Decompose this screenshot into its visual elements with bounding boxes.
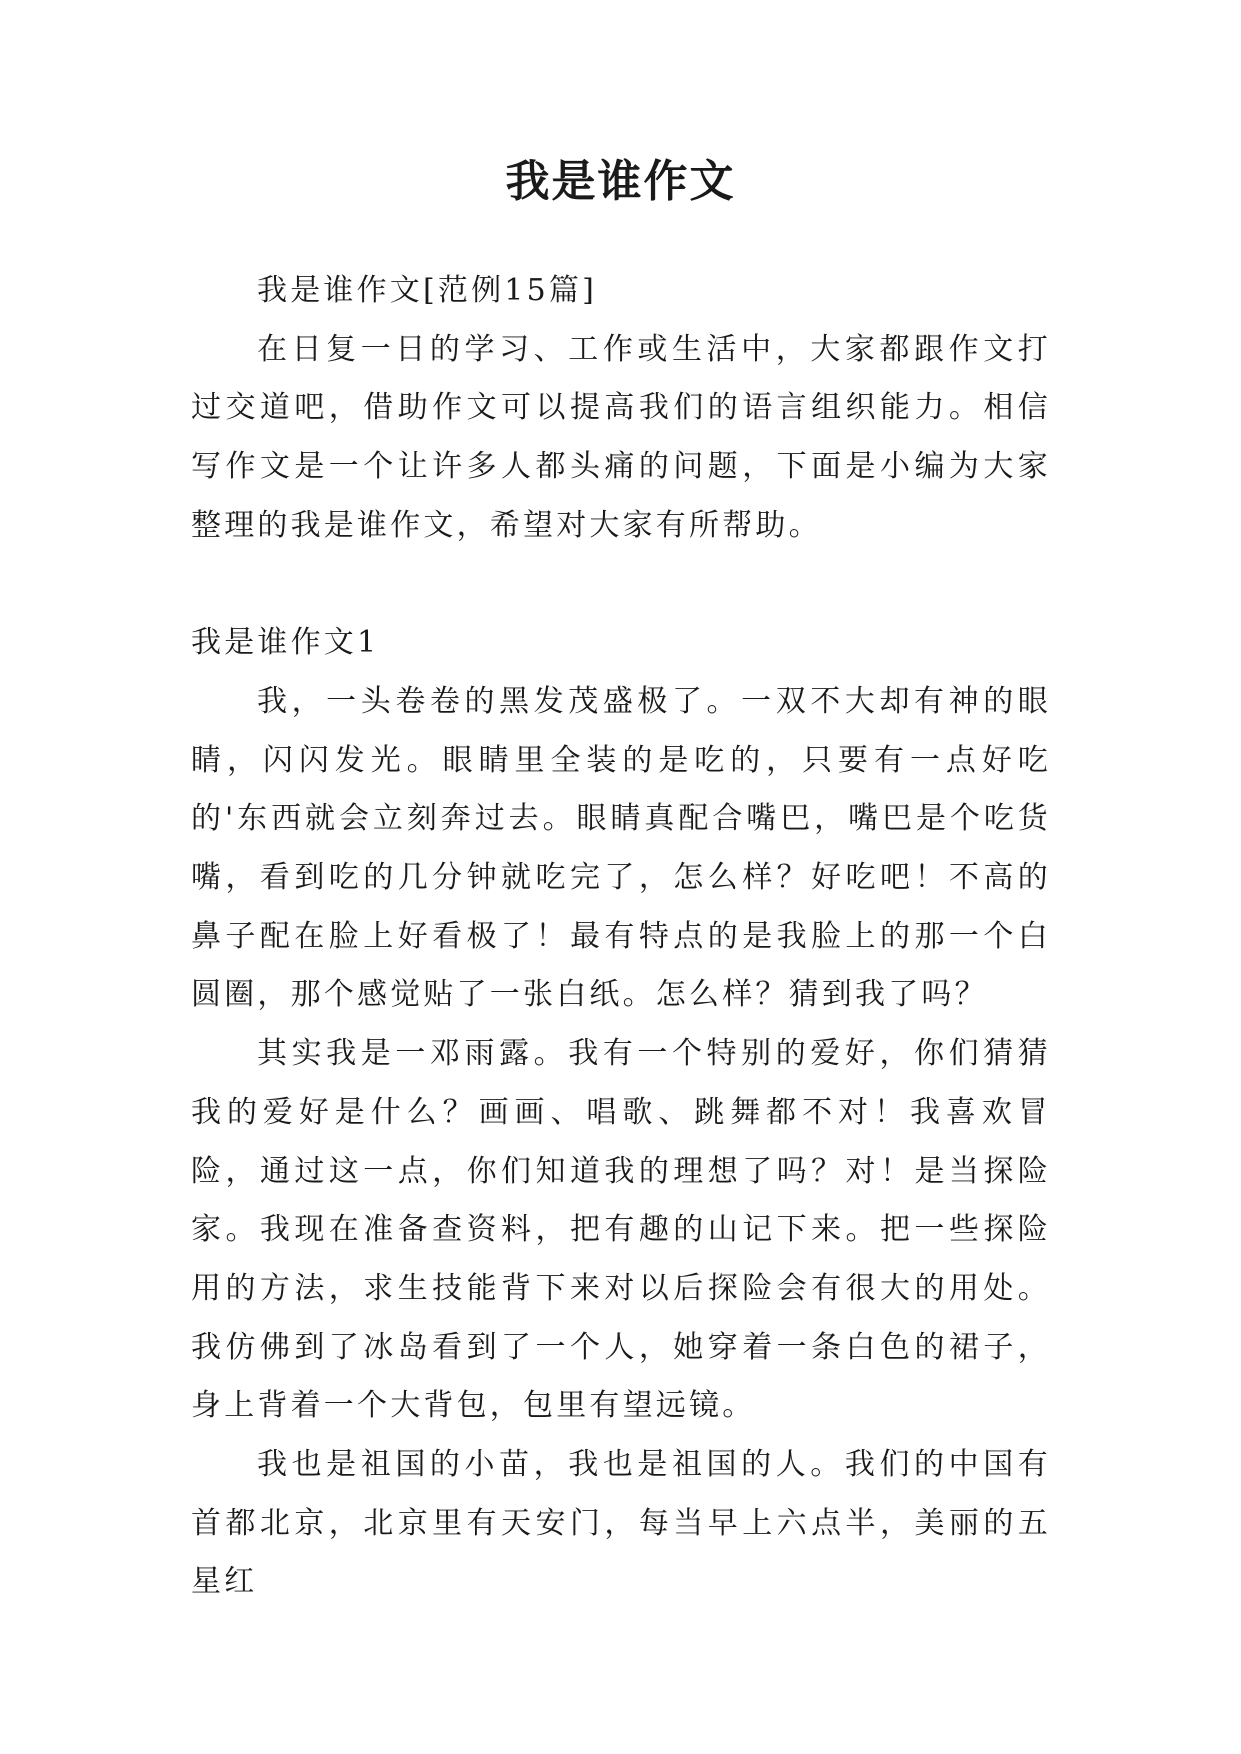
document-body [191,262,1051,1612]
body-paragraph-2: 其实我是一邓雨露。我有一个特别的爱好，你们猜猜我的爱好是什么？画画、唱歌、跳舞都不对！我喜欢冒险，通过这一点，你们知道我的理想了吗？对！是当探险家。我现在准备查资料，把有趣的山记下来。把一些探险用的方法，求生技能背下来对以后探险会有很大的用处。我仿佛到了冰岛看到了一个人，她穿着一条白色的裙子，身上背着一个大背包，包里有望远镜。 [191,1036,1051,1424]
document-subtitle: 我是谁作文[范例15篇] [257,273,597,308]
intro-paragraph: 在日复一日的学习、工作或生活中，大家都跟作文打过交道吧，借助作文可以提高我们的语言组织能力。相信写作文是一个让许多人都头痛的问题，下面是小编为大家整理的我是谁作文，希望对大家有所帮助。 [191,331,1051,543]
body-paragraph-1: 我，一头卷卷的黑发茂盛极了。一双不大却有神的眼睛，闪闪发光。眼睛里全装的是吃的，只要有一点好吃的'东西就会立刻奔过去。眼睛真配合嘴巴，嘴巴是个吃货嘴，看到吃的几分钟就吃完了，怎么样？好吃吧！不高的鼻子配在脸上好看极了！最有特点的是我脸上的那一个白圆圈，那个感觉贴了一张白纸。怎么样？猜到我了吗？ [191,683,1051,1013]
section-heading: 我是谁作文1 [191,625,380,661]
body-paragraph-3: 我也是祖国的小苗，我也是祖国的人。我们的中国有首都北京，北京里有天安门，每当早上六点半，美丽的五星红 [191,1447,1051,1600]
section-spacer [191,556,1051,615]
document-title: 我是谁作文 [505,156,736,207]
